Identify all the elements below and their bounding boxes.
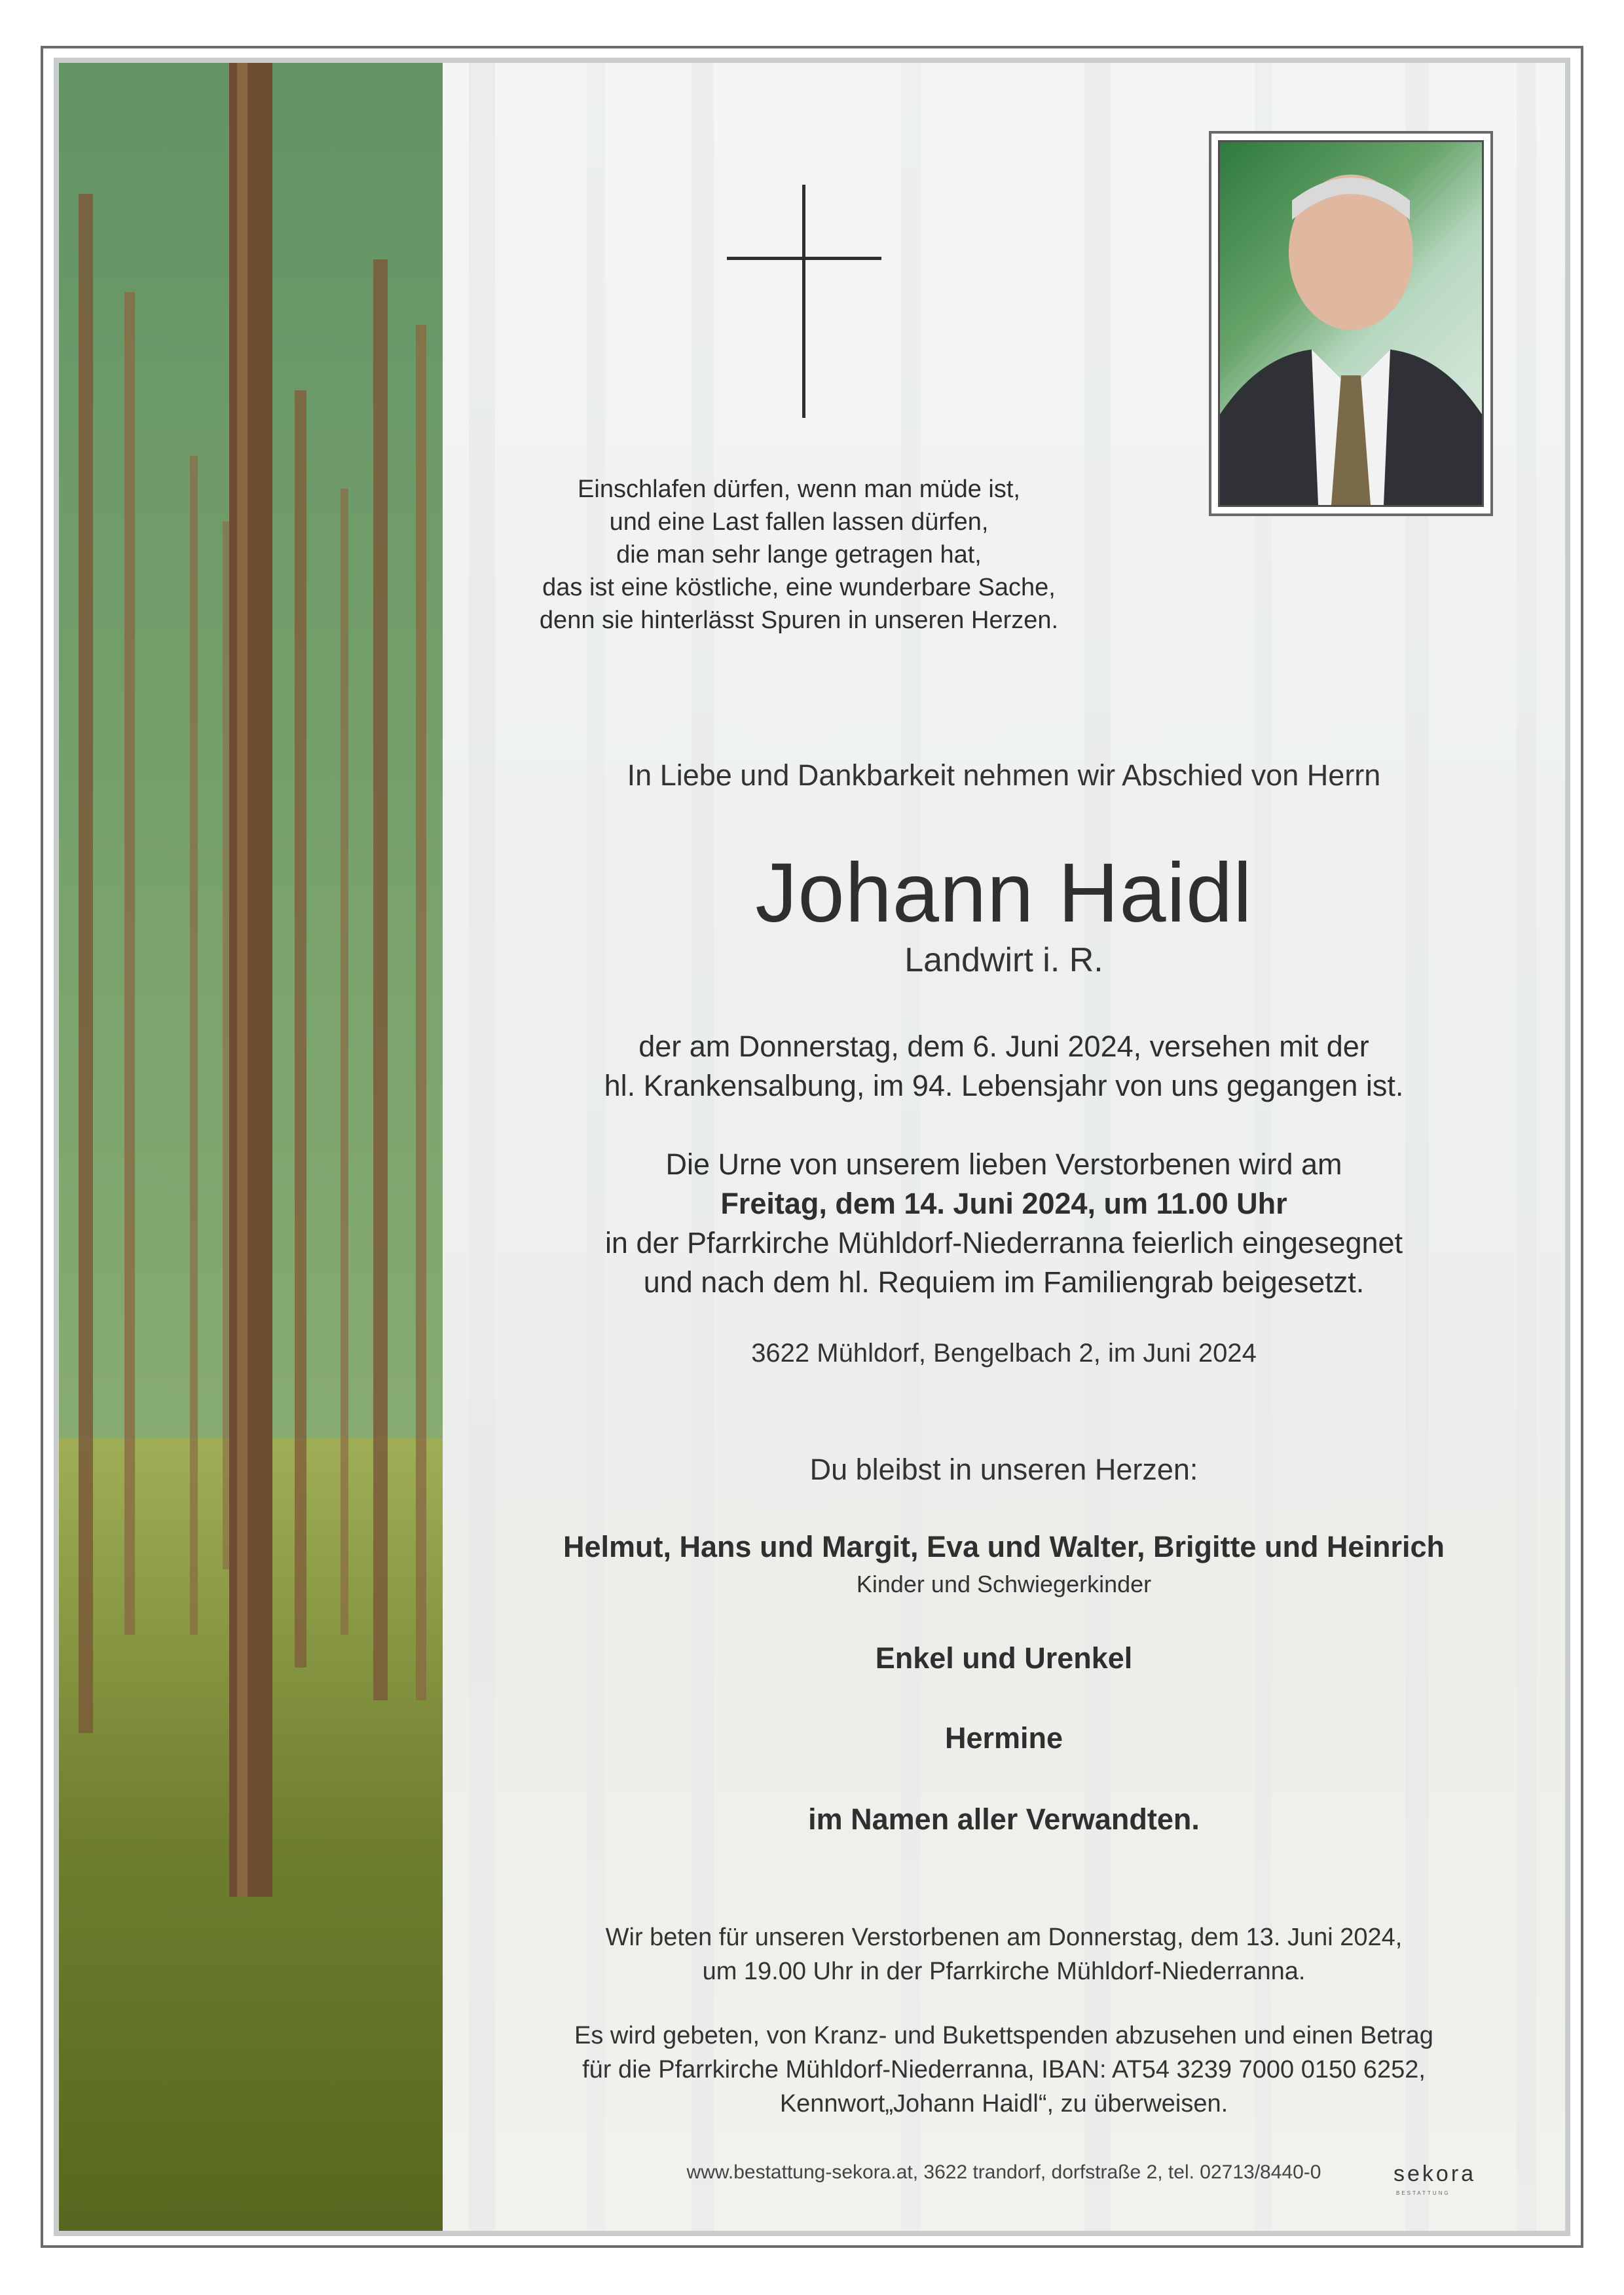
intro-line: In Liebe und Dankbarkeit nehmen wir Abschied von Herrn — [627, 758, 1381, 792]
poem-line: die man sehr lange getragen hat, — [616, 541, 982, 569]
funeral-date: Freitag, dem 14. Juni 2024, um 11.00 Uhr — [720, 1187, 1287, 1220]
donation-line: Es wird gebeten, von Kranz- und Bukettspenden abzusehen und einen Betrag — [574, 2022, 1433, 2049]
death-notice-line: hl. Krankensalbung, im 94. Lebensjahr von uns gegangen ist. — [604, 1069, 1404, 1102]
funeral-line: Die Urne von unserem lieben Verstorbenen wird am — [665, 1148, 1342, 1181]
portrait-photo — [1218, 140, 1484, 507]
prayer-line: Wir beten für unseren Verstorbenen am Donnerstag, dem 13. Juni 2024, — [605, 1924, 1403, 1951]
prayer-notice — [443, 1920, 1565, 1988]
family-children: Helmut, Hans und Margit, Eva und Walter, Brigitte und Heinrich — [563, 1530, 1445, 1563]
death-notice-line: der am Donnerstag, dem 6. Juni 2024, versehen mit der — [638, 1030, 1369, 1063]
family-grandchildren: Enkel und Urenkel — [875, 1641, 1133, 1675]
family-relatives: im Namen aller Verwandten. — [808, 1802, 1200, 1836]
family-children-label: Kinder und Schwiegerkinder — [856, 1571, 1152, 1597]
cross-icon — [727, 185, 881, 418]
family-other: Hermine — [944, 1721, 1063, 1755]
footer-contact: www.bestattung-sekora.at, 3622 trandorf, dorfstraße 2, tel. 02713/8440-0 — [686, 2161, 1321, 2183]
poem-line: das ist eine köstliche, eine wunderbare Sache, — [542, 574, 1056, 601]
logo-sub: BESTATTUNG — [1396, 2190, 1450, 2196]
poem — [498, 473, 1100, 637]
portrait-frame — [1209, 131, 1493, 516]
donation-line: Kennwort„Johann Haidl“, zu überweisen. — [779, 2090, 1228, 2118]
donation-line: für die Pfarrkirche Mühldorf-Niederranna, IBAN: AT54 3239 7000 0150 6252, — [582, 2056, 1426, 2083]
sekora-logo — [1393, 2161, 1498, 2201]
deceased-title: Landwirt i. R. — [904, 941, 1103, 979]
poem-line: denn sie hinterlässt Spuren in unseren Herzen. — [539, 606, 1059, 634]
poem-line: und eine Last fallen lassen dürfen, — [609, 508, 989, 536]
deceased-name: Johann Haidl — [755, 846, 1253, 940]
remain-line: Du bleibst in unseren Herzen: — [809, 1453, 1198, 1486]
poem-line: Einschlafen dürfen, wenn man müde ist, — [578, 476, 1020, 503]
place-date: 3622 Mühldorf, Bengelbach 2, im Juni 2024 — [751, 1339, 1257, 1368]
prayer-line: um 19.00 Uhr in der Pfarrkirche Mühldorf-Niederranna. — [702, 1958, 1306, 1985]
funeral-line: in der Pfarrkirche Mühldorf-Niederranna feierlich eingesegnet — [604, 1226, 1403, 1259]
logo-word: sekora — [1393, 2161, 1477, 2186]
forest-image — [59, 63, 443, 2231]
donation-notice — [443, 2019, 1565, 2121]
funeral-line: und nach dem hl. Requiem im Familiengrab beigesetzt. — [643, 1265, 1365, 1299]
death-notice — [443, 1027, 1565, 1106]
funeral-notice — [443, 1145, 1565, 1302]
